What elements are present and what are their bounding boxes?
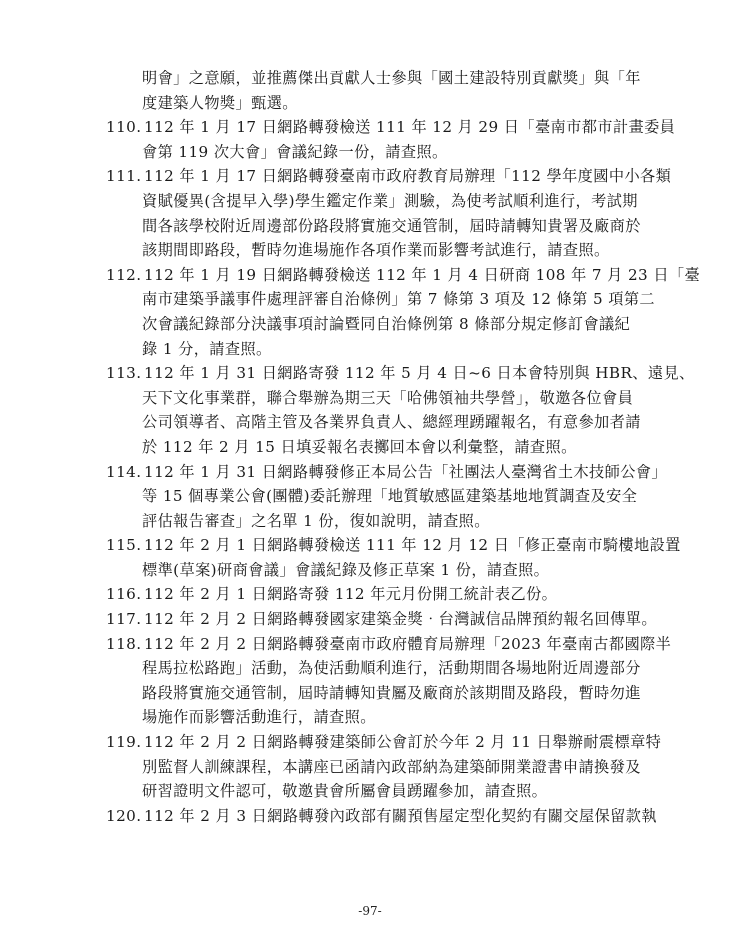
line-text: 度建築人物獎」甄選。 — [142, 93, 298, 112]
line-text: 112 年 2 月 2 日網路轉發國家建築金獎‧台灣誠信品牌預約報名回傳單。 — [144, 610, 657, 629]
text-line — [106, 484, 646, 509]
text-line — [106, 558, 646, 583]
line-text: 112 年 1 月 19 日網路轉發檢送 112 年 1 月 4 日研商 108 年 7 月 23 日「臺 — [144, 265, 701, 284]
item-number: 119. — [106, 733, 142, 752]
line-text: 程馬拉松路跑」活動，為使活動順利進行，活動期間各場地附近周邊部分 — [142, 659, 641, 678]
line-text: 112 年 1 月 31 日網路轉發修正本局公告「社團法人臺灣省土木技師公會」 — [144, 462, 667, 481]
text-line — [106, 115, 676, 140]
item-number: 116. — [106, 585, 142, 604]
line-text: 112 年 1 月 17 日網路轉發檢送 111 年 12 月 29 日「臺南市都市計畫委員 — [144, 118, 676, 137]
line-text: 於 112 年 2 月 15 日填妥報名表擲回本會以利彙整，請查照。 — [142, 437, 577, 456]
line-text: 112 年 2 月 1 日網路轉發檢送 111 年 12 月 12 日「修正臺南市騎樓地設置 — [144, 536, 681, 555]
line-text: 錄 1 分，請查照。 — [142, 339, 272, 358]
text-line — [106, 164, 672, 189]
list-item — [106, 164, 672, 262]
text-line — [106, 214, 646, 239]
line-text: 等 15 個專業公會(團體)委託辦理「地質敏感區建築基地地質調查及安全 — [142, 487, 638, 506]
text-line — [106, 632, 672, 657]
text-line — [106, 287, 655, 312]
text-line — [106, 312, 646, 337]
document-body — [106, 66, 701, 828]
item-number: 115. — [106, 536, 142, 555]
text-line — [106, 582, 646, 607]
text-line — [106, 66, 646, 91]
list-item — [106, 460, 667, 534]
text-line — [106, 238, 646, 263]
line-text: 研習證明文件認可，敬邀貴會所屬會員踴躍參加，請查照。 — [142, 782, 548, 801]
line-text: 該期間即路段，暫時勿進場施作各項作業而影響考試進行，請查照。 — [142, 241, 610, 260]
text-line — [106, 361, 695, 386]
list-item-continuation — [106, 66, 646, 115]
list-item — [106, 582, 646, 607]
text-line — [106, 189, 646, 214]
item-number: 114. — [106, 462, 142, 481]
list-item — [106, 533, 681, 582]
line-text: 明會」之意願，並推薦傑出貢獻人士參與「國土建設特別貢獻獎」與「年 — [142, 69, 641, 87]
text-line — [106, 140, 646, 165]
text-line — [106, 779, 646, 804]
page-number: -97- — [358, 904, 382, 918]
line-text: 別監督人訓練課程，本講座已函請內政部納為建築師開業證書申請換發及 — [142, 757, 641, 776]
line-text: 112 年 1 月 31 日網路寄發 112 年 5 月 4 日~6 日本會特別與 HBR、遠見、 — [144, 364, 695, 383]
line-text: 112 年 2 月 2 日網路轉發建築師公會訂於今年 2 月 11 日舉辦耐震標章特 — [144, 733, 662, 752]
item-number: 118. — [106, 634, 142, 653]
line-text: 112 年 2 月 2 日網路轉發臺南市政府體育局辦理「2023 年臺南古都國際半 — [144, 634, 672, 653]
text-line — [106, 804, 657, 829]
line-text: 資賦優異(含提早入學)學生鑑定作業」測驗，為使考試順利進行，考試期 — [142, 191, 638, 210]
line-text: 公司領導者、高階主管及各業界負責人、總經理踴躍報名，有意參加者請 — [142, 413, 641, 432]
item-number: 113. — [106, 364, 142, 383]
text-line — [106, 509, 646, 534]
list-item — [106, 361, 695, 459]
line-text: 天下文化事業群，聯合舉辦為期三天「哈佛領袖共學營」，敬邀各位會員 — [142, 388, 634, 407]
line-text: 南市建築爭議事件處理評審自治條例」第 7 條第 3 項及 12 條第 5 項第二 — [142, 290, 655, 309]
text-line — [106, 435, 646, 460]
line-text: 間各該學校附近周邊部份路段將實施交通管制，屆時請轉知貴署及廠商於 — [142, 216, 641, 235]
line-text: 112 年 2 月 3 日網路轉發內政部有關預售屋定型化契約有關交屋保留款執 — [144, 806, 657, 825]
line-text: 112 年 2 月 1 日網路寄發 112 年元月份開工統計表乙份。 — [144, 585, 558, 604]
text-line — [106, 410, 646, 435]
item-number: 110. — [106, 118, 142, 137]
list-item — [106, 115, 676, 164]
list-item — [106, 263, 701, 361]
item-number: 112. — [106, 265, 142, 284]
text-line — [106, 91, 646, 116]
line-text: 路段將實施交通管制，屆時請轉知貴屬及廠商於該期間及路段，暫時勿進 — [142, 683, 641, 702]
line-text: 評估報告審查」之名單 1 份，復如說明，請查照。 — [142, 511, 490, 530]
text-line — [106, 533, 681, 558]
line-text: 標準(草案)研商會議」會議紀錄及修正草案 1 份，請查照。 — [142, 560, 550, 579]
text-line — [106, 755, 646, 780]
text-line — [106, 705, 646, 730]
text-line — [106, 337, 646, 362]
list-item — [106, 804, 657, 829]
item-number: 117. — [106, 610, 142, 629]
line-text: 會第 119 次大會」會議紀錄一份，請查照。 — [142, 142, 448, 161]
list-item — [106, 632, 672, 730]
text-line — [106, 386, 646, 411]
text-line — [106, 681, 646, 706]
text-line — [106, 656, 646, 681]
line-text: 次會議紀錄部分決議事項討論暨同自治條例第 8 條部分規定修訂會議紀 — [142, 314, 631, 333]
item-number: 111. — [106, 167, 142, 186]
line-text: 112 年 1 月 17 日網路轉發臺南市政府教育局辦理「112 學年度國中小各類 — [144, 167, 672, 186]
text-line — [106, 460, 667, 485]
line-text: 場施作而影響活動進行，請查照。 — [142, 708, 376, 727]
list-item — [106, 607, 657, 632]
text-line — [106, 730, 662, 755]
text-line — [106, 263, 701, 288]
text-line — [106, 607, 657, 632]
list-item — [106, 730, 662, 804]
item-number: 120. — [106, 806, 142, 825]
